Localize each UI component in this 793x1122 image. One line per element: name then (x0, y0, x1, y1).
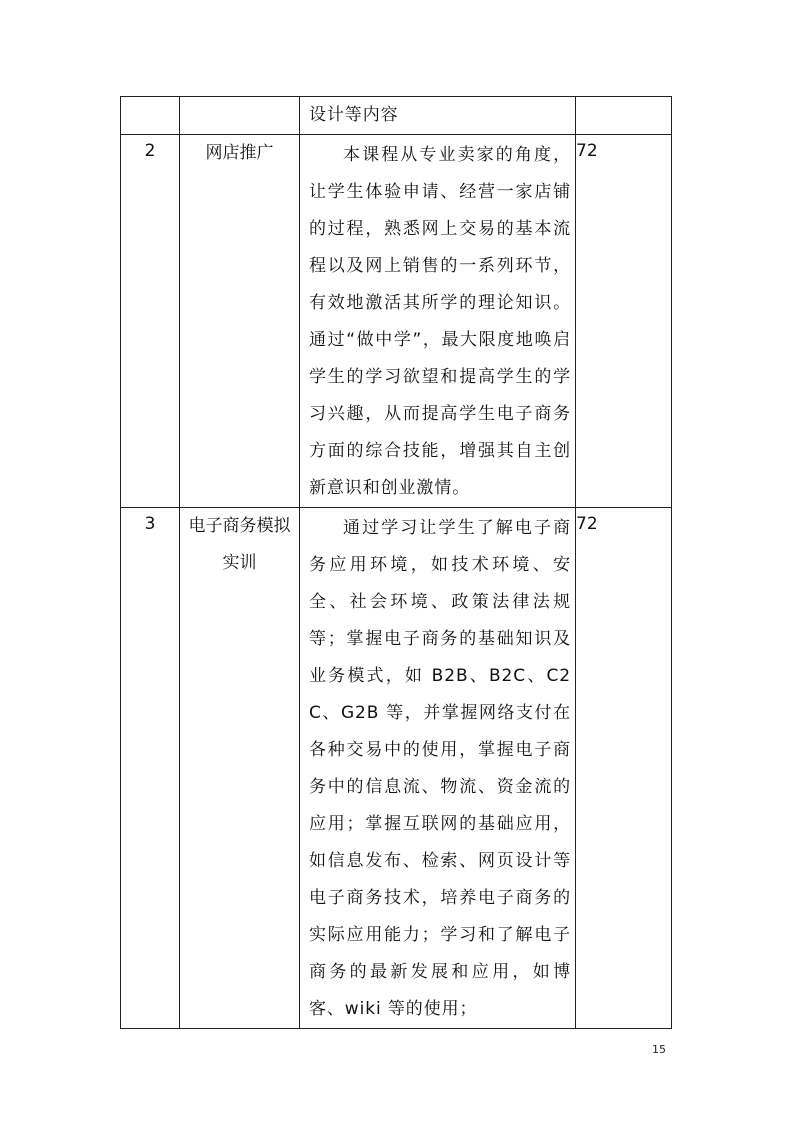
course-name-cell (180, 508, 300, 1029)
table-row (121, 135, 672, 508)
page-number: 15 (652, 1043, 666, 1056)
course-content: 通过学习让学生了解电子商务应用环境，如技术环境、安全、社会环境、政策法律法规等；掌握电子商务的基础知识及业务模式，如 B2B、B2C、C2C、G2B 等，并掌握网络支付在各种交易中的使用，掌握电子商务中的信息流、物流、资金流的应用；掌握互联网的基础应用，如信息发布、检索、网页设计等电子商务技术，培养电子商务的实际应用能力；学习和了解电子商务的最新发展和应用，如博客、wiki 等的使用； (309, 518, 571, 1019)
course-name: 电子商务模拟实训 (188, 516, 291, 573)
course-content-cell (300, 97, 576, 135)
course-hours-cell (576, 97, 672, 135)
course-number-cell: 3 (121, 508, 180, 1029)
course-name-cell (180, 135, 300, 508)
course-number-cell (121, 97, 180, 135)
course-hours-cell: 72 (576, 135, 672, 508)
course-name-cell (180, 97, 300, 135)
course-table (120, 96, 672, 1029)
course-name: 网店推广 (205, 143, 274, 163)
table-row (121, 508, 672, 1029)
course-content-cell (300, 508, 576, 1029)
course-content: 本课程从专业卖家的角度，让学生体验申请、经营一家店铺的过程，熟悉网上交易的基本流程以及网上销售的一系列环节，有效地激活其所学的理论知识。通过“做中学”，最大限度地唤启学生的学习欲望和提高学生的学习兴趣，从而提高学生电子商务方面的综合技能，增强其自主创新意识和创业激情。 (309, 145, 571, 498)
course-hours-cell: 72 (576, 508, 672, 1029)
course-number-cell: 2 (121, 135, 180, 508)
table-row (121, 97, 672, 135)
course-content: 设计等内容 (309, 105, 399, 125)
course-content-cell (300, 135, 576, 508)
